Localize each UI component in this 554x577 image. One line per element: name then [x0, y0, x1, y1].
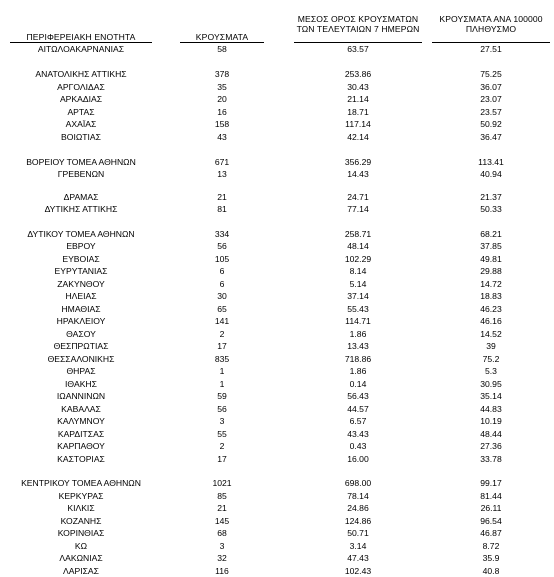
avg7-cell: 1.86	[294, 365, 422, 378]
per100k-cell: 23.07	[432, 93, 550, 106]
cases-cell: 59	[180, 390, 264, 403]
avg7-cell: 18.71	[294, 106, 422, 119]
table-row	[0, 303, 554, 316]
per100k-cell: 5.3	[432, 365, 550, 378]
table-row	[0, 228, 554, 241]
avg7-cell: 44.57	[294, 403, 422, 416]
region-cell: ΔΥΤΙΚΟΥ ΤΟΜΕΑ ΑΘΗΝΩΝ	[10, 228, 152, 241]
table-row	[0, 118, 554, 131]
avg7-cell: 21.14	[294, 93, 422, 106]
region-cell: ΑΡΤΑΣ	[10, 106, 152, 119]
region-cell: ΒΟΙΩΤΙΑΣ	[10, 131, 152, 144]
table-row	[0, 490, 554, 503]
region-cell: ΕΒΡΟΥ	[10, 240, 152, 253]
table-row	[0, 106, 554, 119]
avg7-cell: 718.86	[294, 353, 422, 366]
per100k-cell: 46.16	[432, 315, 550, 328]
avg7-cell: 253.86	[294, 68, 422, 81]
avg7-cell: 47.43	[294, 552, 422, 565]
per100k-cell: 75.25	[432, 68, 550, 81]
cases-cell: 17	[180, 453, 264, 466]
cases-cell: 55	[180, 428, 264, 441]
per100k-cell: 81.44	[432, 490, 550, 503]
region-cell: ΕΥΡΥΤΑΝΙΑΣ	[10, 265, 152, 278]
avg7-cell: 0.43	[294, 440, 422, 453]
cases-cell: 65	[180, 303, 264, 316]
region-cell: ΓΡΕΒΕΝΩΝ	[10, 168, 152, 181]
region-cell: ΗΛΕΙΑΣ	[10, 290, 152, 303]
region-cell: ΑΡΚΑΔΙΑΣ	[10, 93, 152, 106]
region-cell: ΚΟΡΙΝΘΙΑΣ	[10, 527, 152, 540]
avg7-cell: 55.43	[294, 303, 422, 316]
table-row	[0, 365, 554, 378]
table-row	[0, 390, 554, 403]
table-row	[0, 240, 554, 253]
per100k-cell: 10.19	[432, 415, 550, 428]
per100k-cell: 14.52	[432, 328, 550, 341]
avg7-cell: 0.14	[294, 378, 422, 391]
per100k-cell: 14.72	[432, 278, 550, 291]
table-row	[0, 527, 554, 540]
per100k-cell: 68.21	[432, 228, 550, 241]
region-cell: ΚΟΖΑΝΗΣ	[10, 515, 152, 528]
cases-cell: 81	[180, 203, 264, 216]
avg7-cell: 13.43	[294, 340, 422, 353]
header-avg-line2: ΤΩΝ ΤΕΛΕΥΤΑΙΩΝ 7 ΗΜΕΡΩΝ	[294, 24, 422, 35]
per100k-cell: 33.78	[432, 453, 550, 466]
cases-cell: 16	[180, 106, 264, 119]
table-row	[0, 168, 554, 181]
avg7-cell: 56.43	[294, 390, 422, 403]
per100k-cell: 46.87	[432, 527, 550, 540]
table-row	[0, 353, 554, 366]
per100k-cell: 50.92	[432, 118, 550, 131]
cases-cell: 2	[180, 328, 264, 341]
header-per100k-line1: ΚΡΟΥΣΜΑΤΑ ΑΝΑ 100000	[432, 14, 550, 25]
cases-cell: 1	[180, 378, 264, 391]
header-avg-line1: ΜΕΣΟΣ ΟΡΟΣ ΚΡΟΥΣΜΑΤΩΝ	[294, 14, 422, 25]
region-cell: ΚΑΡΠΑΘΟΥ	[10, 440, 152, 453]
region-cell: ΒΟΡΕΙΟΥ ΤΟΜΕΑ ΑΘΗΝΩΝ	[10, 156, 152, 169]
cases-cell: 1021	[180, 477, 264, 490]
table-row	[0, 328, 554, 341]
avg7-cell: 30.43	[294, 81, 422, 94]
table-row	[0, 340, 554, 353]
cases-cell: 116	[180, 565, 264, 577]
cases-cell: 105	[180, 253, 264, 266]
region-cell: ΚΩ	[10, 540, 152, 553]
region-cell: ΔΥΤΙΚΗΣ ΑΤΤΙΚΗΣ	[10, 203, 152, 216]
per100k-cell: 113.41	[432, 156, 550, 169]
per100k-cell: 40.8	[432, 565, 550, 577]
table-row	[0, 540, 554, 553]
avg7-cell: 258.71	[294, 228, 422, 241]
avg7-cell: 5.14	[294, 278, 422, 291]
avg7-cell: 1.86	[294, 328, 422, 341]
region-cell: ΕΥΒΟΙΑΣ	[10, 253, 152, 266]
avg7-cell: 16.00	[294, 453, 422, 466]
region-cell: ΚΕΝΤΡΙΚΟΥ ΤΟΜΕΑ ΑΘΗΝΩΝ	[10, 477, 152, 490]
per100k-cell: 30.95	[432, 378, 550, 391]
cases-cell: 43	[180, 131, 264, 144]
cases-cell: 378	[180, 68, 264, 81]
per100k-cell: 49.81	[432, 253, 550, 266]
avg7-cell: 24.86	[294, 502, 422, 515]
cases-cell: 56	[180, 403, 264, 416]
per100k-cell: 27.36	[432, 440, 550, 453]
per100k-cell: 46.23	[432, 303, 550, 316]
region-cell: ΘΕΣΠΡΩΤΙΑΣ	[10, 340, 152, 353]
table-row	[0, 502, 554, 515]
cases-cell: 3	[180, 540, 264, 553]
region-cell: ΑΧΑΪΑΣ	[10, 118, 152, 131]
cases-cell: 30	[180, 290, 264, 303]
region-cell: ΚΑΣΤΟΡΙΑΣ	[10, 453, 152, 466]
table-row	[0, 81, 554, 94]
avg7-cell: 698.00	[294, 477, 422, 490]
avg7-cell: 102.43	[294, 565, 422, 577]
avg7-cell: 43.43	[294, 428, 422, 441]
cases-cell: 58	[180, 43, 264, 56]
per100k-cell: 27.51	[432, 43, 550, 56]
per100k-cell: 96.54	[432, 515, 550, 528]
per100k-cell: 48.44	[432, 428, 550, 441]
region-cell: ΘΗΡΑΣ	[10, 365, 152, 378]
region-cell: ΘΑΣΟΥ	[10, 328, 152, 341]
cases-cell: 32	[180, 552, 264, 565]
table-row	[0, 68, 554, 81]
table-row	[0, 552, 554, 565]
per100k-cell: 50.33	[432, 203, 550, 216]
avg7-cell: 3.14	[294, 540, 422, 553]
per100k-cell: 99.17	[432, 477, 550, 490]
per100k-cell: 29.88	[432, 265, 550, 278]
table-row	[0, 428, 554, 441]
per100k-cell: 39	[432, 340, 550, 353]
per100k-cell: 18.83	[432, 290, 550, 303]
table-row	[0, 415, 554, 428]
cases-cell: 13	[180, 168, 264, 181]
cases-cell: 6	[180, 278, 264, 291]
table-row	[0, 156, 554, 169]
cases-cell: 68	[180, 527, 264, 540]
cases-cell: 671	[180, 156, 264, 169]
per100k-cell: 40.94	[432, 168, 550, 181]
table-row	[0, 378, 554, 391]
table-row	[0, 265, 554, 278]
table-row	[0, 203, 554, 216]
table-row	[0, 278, 554, 291]
region-cell: ΔΡΑΜΑΣ	[10, 191, 152, 204]
per100k-cell: 21.37	[432, 191, 550, 204]
table-row	[0, 131, 554, 144]
per100k-cell: 37.85	[432, 240, 550, 253]
per100k-cell: 26.11	[432, 502, 550, 515]
cases-cell: 35	[180, 81, 264, 94]
avg7-cell: 102.29	[294, 253, 422, 266]
table-row	[0, 440, 554, 453]
header-cases: ΚΡΟΥΣΜΑΤΑ	[180, 32, 264, 43]
region-cell: ΖΑΚΥΝΘΟΥ	[10, 278, 152, 291]
per100k-cell: 35.14	[432, 390, 550, 403]
region-cell: ΚΑΡΔΙΤΣΑΣ	[10, 428, 152, 441]
avg7-cell: 6.57	[294, 415, 422, 428]
avg7-cell: 63.57	[294, 43, 422, 56]
region-cell: ΛΑΚΩΝΙΑΣ	[10, 552, 152, 565]
header-region: ΠΕΡΙΦΕΡΕΙΑΚΗ ΕΝΟΤΗΤΑ	[10, 32, 152, 43]
avg7-cell: 78.14	[294, 490, 422, 503]
table-row	[0, 403, 554, 416]
cases-cell: 85	[180, 490, 264, 503]
region-cell: ΗΡΑΚΛΕΙΟΥ	[10, 315, 152, 328]
avg7-cell: 42.14	[294, 131, 422, 144]
avg7-cell: 114.71	[294, 315, 422, 328]
avg7-cell: 124.86	[294, 515, 422, 528]
table-row	[0, 290, 554, 303]
table-row	[0, 191, 554, 204]
table-row	[0, 515, 554, 528]
per100k-cell: 23.57	[432, 106, 550, 119]
per100k-cell: 75.2	[432, 353, 550, 366]
table-row	[0, 315, 554, 328]
avg7-cell: 50.71	[294, 527, 422, 540]
region-cell: ΑΙΤΩΛΟΑΚΑΡΝΑΝΙΑΣ	[10, 43, 152, 56]
region-cell: ΛΑΡΙΣΑΣ	[10, 565, 152, 577]
cases-cell: 158	[180, 118, 264, 131]
region-cell: ΚΑΒΑΛΑΣ	[10, 403, 152, 416]
cases-cell: 21	[180, 191, 264, 204]
avg7-cell: 24.71	[294, 191, 422, 204]
avg7-cell: 356.29	[294, 156, 422, 169]
region-cell: ΙΘΑΚΗΣ	[10, 378, 152, 391]
avg7-cell: 8.14	[294, 265, 422, 278]
avg7-cell: 48.14	[294, 240, 422, 253]
cases-cell: 56	[180, 240, 264, 253]
avg7-cell: 117.14	[294, 118, 422, 131]
avg7-cell: 37.14	[294, 290, 422, 303]
per100k-cell: 44.83	[432, 403, 550, 416]
cases-cell: 835	[180, 353, 264, 366]
cases-cell: 1	[180, 365, 264, 378]
region-cell: ΑΡΓΟΛΙΔΑΣ	[10, 81, 152, 94]
avg7-cell: 77.14	[294, 203, 422, 216]
per100k-cell: 8.72	[432, 540, 550, 553]
region-cell: ΚΙΛΚΙΣ	[10, 502, 152, 515]
region-cell: ΚΕΡΚΥΡΑΣ	[10, 490, 152, 503]
cases-cell: 145	[180, 515, 264, 528]
per100k-cell: 36.47	[432, 131, 550, 144]
table-row	[0, 453, 554, 466]
region-cell: ΑΝΑΤΟΛΙΚΗΣ ΑΤΤΙΚΗΣ	[10, 68, 152, 81]
avg7-cell: 14.43	[294, 168, 422, 181]
table-row	[0, 477, 554, 490]
cases-cell: 334	[180, 228, 264, 241]
region-cell: ΙΩΑΝΝΙΝΩΝ	[10, 390, 152, 403]
per100k-cell: 36.07	[432, 81, 550, 94]
per100k-cell: 35.9	[432, 552, 550, 565]
cases-cell: 3	[180, 415, 264, 428]
header-per100k-line2: ΠΛΗΘΥΣΜΟ	[432, 24, 550, 35]
region-cell: ΗΜΑΘΙΑΣ	[10, 303, 152, 316]
cases-cell: 17	[180, 340, 264, 353]
table-row	[0, 565, 554, 577]
cases-cell: 2	[180, 440, 264, 453]
cases-cell: 141	[180, 315, 264, 328]
table-row	[0, 93, 554, 106]
cases-cell: 6	[180, 265, 264, 278]
region-cell: ΘΕΣΣΑΛΟΝΙΚΗΣ	[10, 353, 152, 366]
cases-cell: 21	[180, 502, 264, 515]
table-row	[0, 253, 554, 266]
cases-cell: 20	[180, 93, 264, 106]
table-row	[0, 43, 554, 56]
region-cell: ΚΑΛΥΜΝΟΥ	[10, 415, 152, 428]
